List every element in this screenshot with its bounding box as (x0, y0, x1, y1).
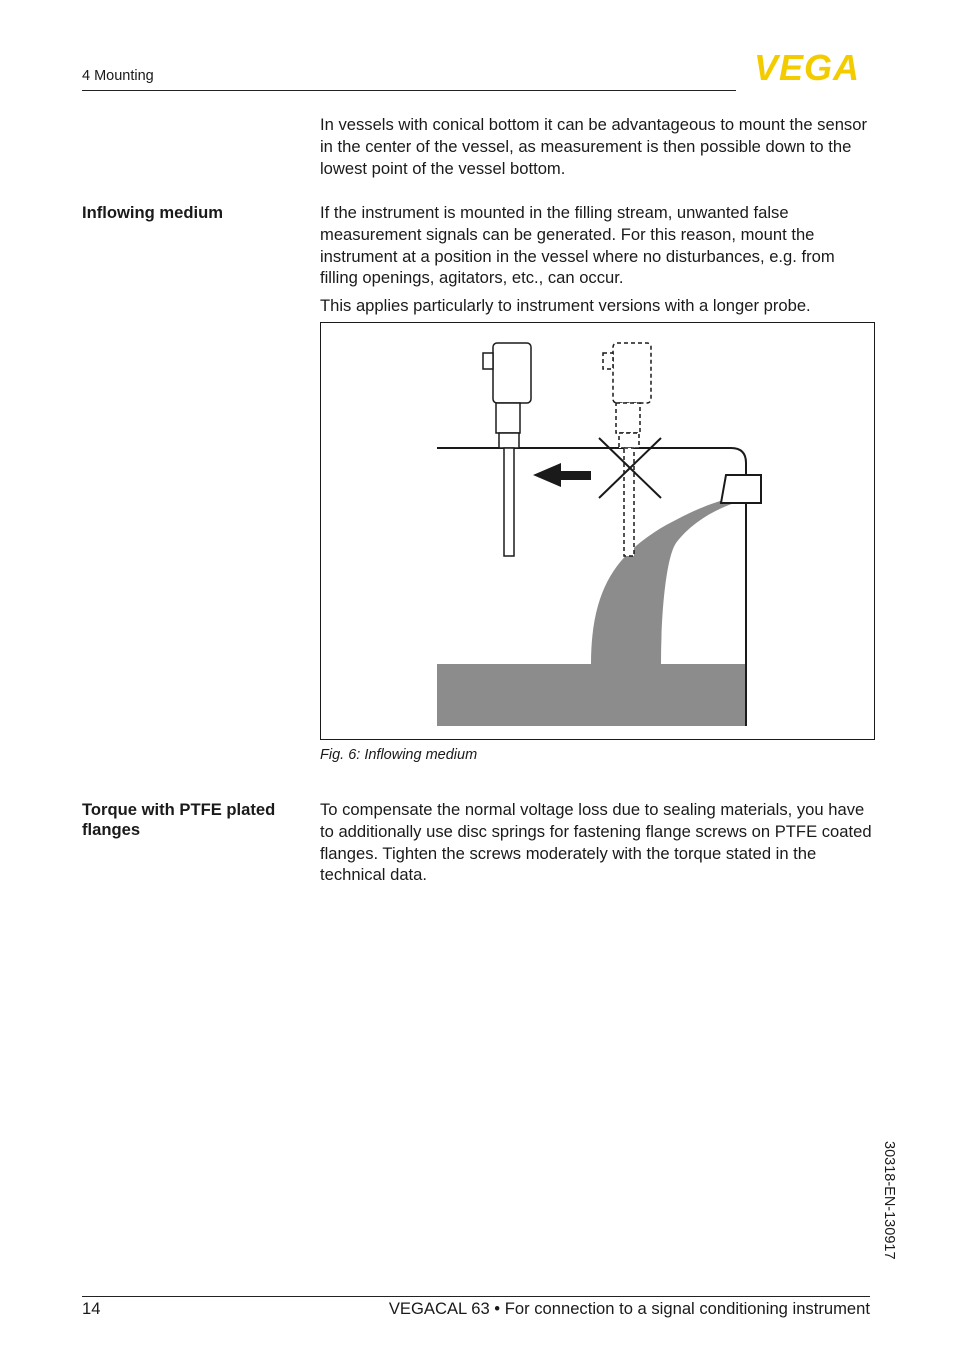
torque-section (320, 799, 876, 886)
header-rule (82, 90, 736, 91)
sensor-left (483, 343, 531, 556)
footer-title: VEGACAL 63 • For connection to a signal conditioning instrument (388, 1299, 870, 1318)
section-header: 4 Mounting (82, 68, 154, 84)
vessel-top (437, 448, 746, 475)
torque-paragraph: To compensate the normal voltage loss due to sealing materials, you have to additionally use disc springs for fastening flange screws on PTFE coated flanges. Tighten the screws moderately with the torque stated in the technical data. (320, 800, 872, 885)
logo-lettering: VEGA (753, 50, 861, 84)
page-number: 14 (82, 1299, 101, 1318)
intro-text: In vessels with conical bottom it can be advantageous to mount the sensor in the center of the vessel, as measurement is then possible down to the lowest point of the vessel bottom. (320, 115, 867, 178)
figure-drawing (321, 323, 874, 739)
inflowing-paragraph-1: If the instrument is mounted in the filling stream, unwanted false measurement signals can be generated. For this reason, mount the instrument at a position in the vessel where no disturbances, e.g. from filling openings, agitators, etc., can occur. (320, 203, 835, 288)
inflowing-paragraph-2: This applies particularly to instrument versions with a longer probe. (320, 296, 811, 316)
document-code: 30318-EN-130917 (881, 1141, 897, 1260)
inflowing-medium-figure (320, 322, 875, 740)
footer-rule (82, 1296, 870, 1297)
inflowing-section (320, 202, 876, 317)
inlet-nozzle (721, 475, 761, 503)
vega-logo (740, 50, 874, 84)
figure-caption: Fig. 6: Inflowing medium (320, 747, 478, 763)
inflowing-heading: Inflowing medium (82, 203, 224, 222)
intro-paragraph (320, 114, 876, 179)
medium-fill (437, 498, 746, 726)
torque-heading: Torque with PTFE plated flanges (82, 800, 276, 839)
arrow-left-icon (533, 463, 591, 487)
